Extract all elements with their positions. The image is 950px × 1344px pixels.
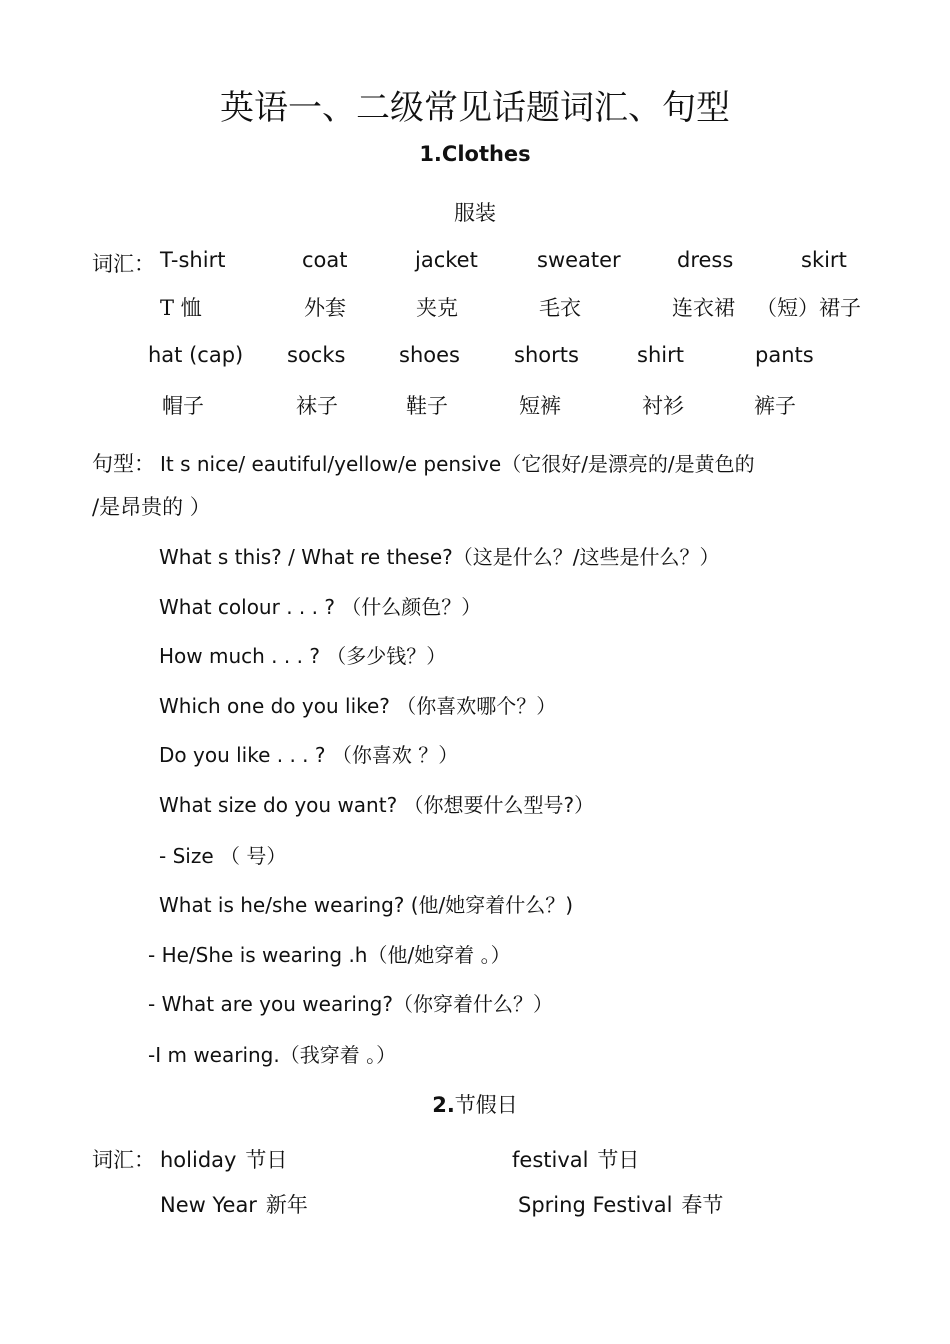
sentence-line: - Size （ 号） bbox=[159, 844, 287, 868]
vocab-en-word: T-shirt bbox=[160, 248, 226, 272]
vocab-en-word: sweater bbox=[537, 248, 621, 272]
vocab-zh-word: 节日 bbox=[245, 1148, 288, 1172]
vocab-zh-word: 节日 bbox=[597, 1148, 640, 1172]
page-title: 英语一、二级常见话题词汇、句型 bbox=[220, 88, 730, 128]
section2-heading-text: 节假日 bbox=[454, 1093, 518, 1117]
vocab-en-word: dress bbox=[677, 248, 734, 272]
sentence-line: Do you like . . . ? （你喜欢 ？） bbox=[159, 743, 459, 767]
vocab-zh-word: 外套 bbox=[304, 296, 346, 320]
vocab-zh-word: 毛衣 bbox=[539, 296, 581, 320]
vocab-en-word: festival bbox=[512, 1148, 589, 1172]
vocab-en-word: shoes bbox=[399, 343, 460, 367]
section2-heading bbox=[0, 1089, 950, 1119]
vocab-zh-word: 春节 bbox=[681, 1193, 724, 1217]
vocab-zh-word: 衬衫 bbox=[642, 394, 684, 418]
vocab-zh-word: 裤子 bbox=[754, 394, 796, 418]
section2-heading-number: 2. bbox=[432, 1093, 455, 1117]
vocab-en-word: pants bbox=[755, 343, 814, 367]
sentence-line: -I m wearing.（我穿着 。） bbox=[148, 1043, 397, 1067]
vocab-zh-word: 鞋子 bbox=[406, 394, 448, 418]
vocab-item bbox=[160, 1144, 287, 1174]
sentence-line: Which one do you like? （你喜欢哪个？） bbox=[159, 694, 557, 718]
vocab-zh-word: 连衣裙 bbox=[672, 296, 735, 320]
vocab-label: 词汇： bbox=[92, 252, 155, 276]
vocab-zh-word: 新年 bbox=[265, 1193, 308, 1217]
sentence-line: How much . . . ? （多少钱？） bbox=[159, 644, 447, 668]
vocab-en-word: shorts bbox=[514, 343, 579, 367]
vocab-zh-word: 短裤 bbox=[519, 394, 561, 418]
vocab-item bbox=[512, 1144, 639, 1174]
pattern-line: It s nice/ eautiful/yellow/e pensive（它很好/是漂亮的/是黄色的 bbox=[160, 452, 755, 476]
section1-heading: 1.Clothes bbox=[419, 142, 531, 166]
vocab-en-word: jacket bbox=[415, 248, 478, 272]
vocab-item bbox=[518, 1189, 723, 1219]
vocab-zh-word: 帽子 bbox=[162, 394, 204, 418]
vocab-zh-word: T 恤 bbox=[160, 296, 202, 320]
vocab-item bbox=[160, 1189, 308, 1219]
vocab-en-word: coat bbox=[302, 248, 348, 272]
sentence-line: What s this? / What re these?（这是什么？/这些是什么？） bbox=[159, 545, 720, 569]
vocab-en-word: shirt bbox=[637, 343, 684, 367]
vocab-en-word: skirt bbox=[801, 248, 847, 272]
vocab-zh-word: 夹克 bbox=[416, 296, 458, 320]
vocab-en-word: socks bbox=[287, 343, 346, 367]
vocab-label: 词汇： bbox=[92, 1148, 155, 1172]
pattern-label: 句型： bbox=[92, 452, 155, 476]
sentence-line: - What are you wearing?（你穿着什么？） bbox=[148, 992, 553, 1016]
sentence-line: - He/She is wearing .h（他/她穿着 。） bbox=[148, 943, 511, 967]
vocab-zh-word: 袜子 bbox=[296, 394, 338, 418]
vocab-en-word: hat (cap) bbox=[148, 343, 244, 367]
sentence-line: What is he/she wearing? (他/她穿着什么？) bbox=[159, 893, 574, 917]
pattern-line: /是昂贵的 ） bbox=[92, 495, 211, 519]
vocab-en-word: holiday bbox=[160, 1148, 237, 1172]
vocab-en-word: New Year bbox=[160, 1193, 257, 1217]
vocab-en-word: Spring Festival bbox=[518, 1193, 673, 1217]
sentence-line: What colour . . . ? （什么颜色？） bbox=[159, 595, 482, 619]
section1-subheading: 服装 bbox=[454, 201, 496, 225]
sentence-line: What size do you want? （你想要什么型号?） bbox=[159, 793, 595, 817]
vocab-zh-word: （短）裙子 bbox=[756, 296, 861, 320]
